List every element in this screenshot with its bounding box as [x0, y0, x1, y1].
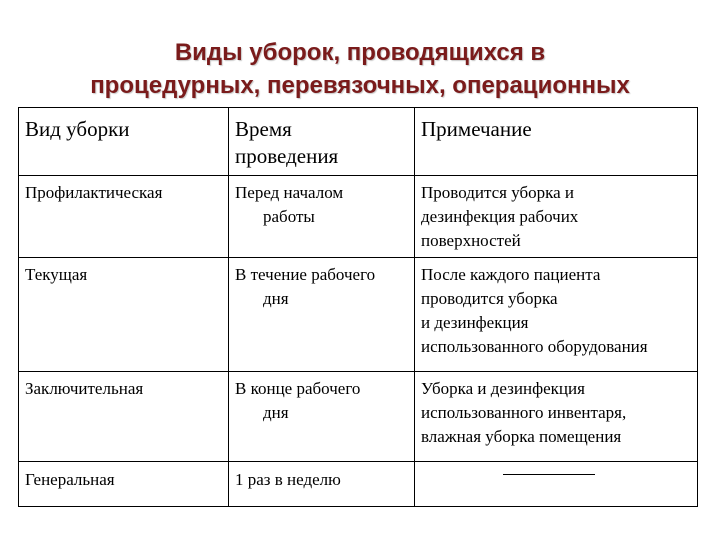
cell-type: Текущая [19, 258, 229, 372]
header-time: Время проведения [229, 108, 415, 176]
cell-type: Профилактическая [19, 176, 229, 258]
empty-note-dash [503, 474, 595, 475]
cell-type: Генеральная [19, 462, 229, 507]
table-row [19, 462, 698, 507]
cell-type: Заключительная [19, 372, 229, 462]
cell-time: В конце рабочего дня [229, 372, 415, 462]
table-row [19, 176, 698, 258]
slide-title [0, 36, 720, 102]
cell-note: После каждого пациента проводится уборка и дезинфекция использованного оборудования [415, 258, 698, 372]
table-header-row [19, 108, 698, 176]
cell-note: Проводится уборка и дезинфекция рабочих поверхностей [415, 176, 698, 258]
cleaning-types-table [18, 107, 698, 507]
header-note: Примечание [415, 108, 698, 176]
title-line-2: процедурных, перевязочных, операционных [90, 72, 630, 99]
title-line-1: Виды уборок, проводящихся в [174, 39, 546, 66]
table-row [19, 372, 698, 462]
table-row [19, 258, 698, 372]
cell-time: 1 раз в неделю [229, 462, 415, 507]
cell-note: Уборка и дезинфекция использованного инвентаря, влажная уборка помещения [415, 372, 698, 462]
cell-time: В течение рабочего дня [229, 258, 415, 372]
header-type: Вид уборки [19, 108, 229, 176]
cell-note [415, 462, 698, 507]
cell-time: Перед началом работы [229, 176, 415, 258]
